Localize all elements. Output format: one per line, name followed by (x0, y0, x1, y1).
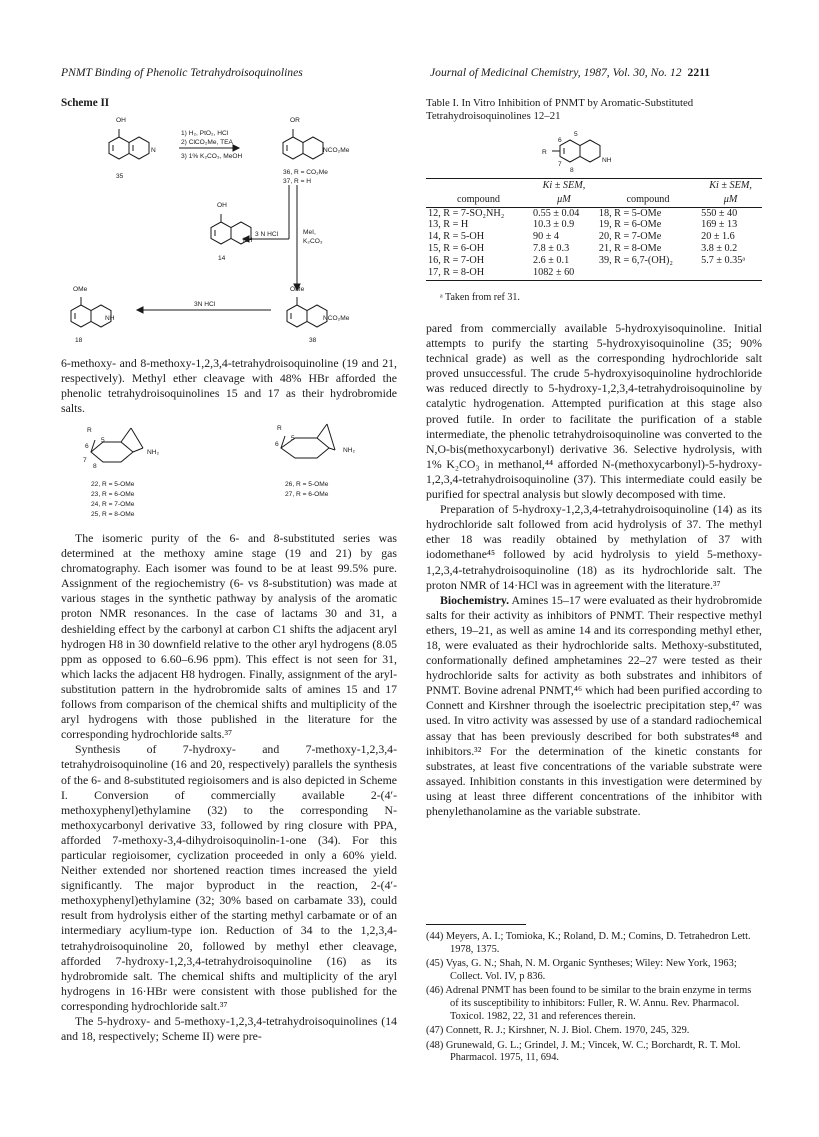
reference-46: (46) Adrenal PNMT has been found to be similar to the brain enzyme in terms of its susceptibility to inhibitors: Fuller, R. W. Annu. Rev. Pharmacol. Toxicol. 1982, 22, 31 and references therein. (426, 985, 752, 1022)
table-cell: 17, R = 8-OH (426, 267, 531, 281)
table-cell: 10.3 ± 0.9 (533, 219, 575, 231)
table-structure-pos6: 6 (558, 137, 562, 144)
compound-22: 22, R = 5-OMe (91, 481, 135, 488)
table-cell: 13, R = H (428, 219, 469, 231)
journal-name: Journal of Medicinal Chemistry, 1987, Vol. 30, No. 12 (430, 66, 682, 79)
table-cell: 19, R = 6-OMe (598, 219, 662, 231)
table-row (426, 243, 762, 255)
scheme-title: Scheme II (61, 97, 110, 109)
atom-n-35: N (151, 147, 156, 154)
reference-45: (45) Vyas, G. N.; Shah, N. M. Organic Syntheses; Wiley: New York, 1963; Collect. Vol. IV, p 836. (426, 958, 737, 982)
reagent-3n-hcl-b: 3N HCl (194, 301, 216, 308)
compound-23: 23, R = 6-OMe (91, 491, 135, 498)
table-cell: 1082 ± 60 (531, 267, 597, 281)
label-18: 18 (75, 337, 83, 344)
label-37: 37, R = H (283, 178, 312, 185)
reference-47: (47) Connett, R. J.; Kirshner, N. J. Biol. Chem. 1970, 245, 329. (426, 1025, 690, 1037)
structure-36-37 (283, 129, 323, 159)
reagent-step-1: 1) H₂, PtO₂, HCl (181, 130, 229, 137)
reference-divider (426, 924, 526, 925)
table-head-compound-left: compound (426, 193, 531, 207)
compound-26: 26, R = 5-OMe (285, 481, 329, 488)
reagent-mei: MeI, (303, 229, 316, 236)
table-title: Table I. In Vitro Inhibition of PNMT by Aromatic-Substituted Tetrahydroisoquinolines 12–21 (426, 97, 694, 122)
atom-nh-18: NH (105, 315, 115, 322)
table-cell: 5.7 ± 0.35ᵃ (701, 254, 746, 266)
amphetamine-structures (61, 418, 401, 530)
table-cell: 15, R = 6-OH (428, 242, 485, 254)
structure-38 (287, 297, 327, 327)
reagent-step-2: 2) ClCO₂Me, TEA (181, 139, 233, 146)
reference-list (426, 924, 762, 1067)
table-cell: 21, R = 8-OMe (598, 242, 662, 254)
biochemistry-text: Amines 15–17 were evaluated as their hydrobromide salts for their activity as inhibitors of PNMT. Their respective methyl ethers, 19–21, as well as amine 14 and its corresponding methyl ether, 18, were evaluated as their hydrochloride salts. Methoxy-substituted, conformationally defined amphetamines 22–27 were tested as their hydrochloride salts for activity as both substrates and inhibitors of PNMT. Bovine adrenal PNMT,⁴⁶ which had been purified according to Connett and Kirshner through the isoelectric precipitation step,⁴⁷ was used. In vitro activity was assessed by use of a standard radiochemical assay that has been previously described for both substrates⁴⁸ and inhibitors.³² For the determination of the kinetic constants for substrates, at least five concentrations of the variable substrate were assayed. Inhibition constants in this investigation were determined by using at least three different concentrations of the inhibitor with phenylethanolamine as the variable substrate. (426, 592, 762, 818)
left-column-body (61, 531, 397, 1044)
structure-18 (71, 297, 111, 327)
amph-pos5-left: 5 (101, 437, 105, 444)
table-cell: 18, R = 5-OMe (598, 207, 662, 219)
paragraph-methyl-ether-cleavage: 6-methoxy- and 8-methoxy-1,2,3,4-tetrahydroisoquinoline (19 and 21, respectively). Methyl ether cleavage with 48% HBr afforded the phenolic tetrahydroisoquinolines 15 and 17 as their hydrobromide salts. (61, 356, 397, 416)
structure-22-25 (91, 428, 143, 462)
journal-citation (430, 66, 710, 79)
table-head-blank-2 (597, 179, 699, 193)
label-14: 14 (218, 255, 226, 262)
table-cell: 169 ± 13 (701, 219, 738, 231)
table-head-ki-left: Ki ± SEM, (531, 179, 597, 193)
table-row (426, 219, 762, 231)
label-38: 38 (309, 337, 317, 344)
table-structure-pos7: 7 (558, 161, 562, 168)
compound-24: 24, R = 7-OMe (91, 501, 135, 508)
amph-nh2-left: NH₂ (147, 449, 160, 456)
table-head-unit-left: μM (531, 193, 597, 207)
table-structure-r: R (542, 149, 547, 156)
paragraph-5-substituted: The 5-hydroxy- and 5-methoxy-1,2,3,4-tetrahydroisoquinolines (14 and 18, respectively; Scheme II) were pre- (61, 1014, 397, 1044)
paragraph-preparation-14: Preparation of 5-hydroxy-1,2,3,4-tetrahydroisoquinoline (14) as its hydrochloride salt followed from acid hydrolysis of 37. The methyl ether 18 was readily obtained by methylation of 37 with iodomethane⁴⁵ followed by acid hydrolysis to yield 5-methoxy-1,2,3,4-tetrahydroisoquinoline (18) as its hydrochloride salt. The proton NMR of 14·HCl was in agreement with the literature.³⁷ (426, 502, 762, 592)
reagent-3n-hcl-a: 3 N HCl (255, 231, 279, 238)
table-cell: 14, R = 5-OH (428, 231, 485, 243)
amph-pos6-right: 6 (275, 441, 279, 448)
compound-25: 25, R = 8-OMe (91, 511, 135, 518)
table-cell: 550 ± 40 (701, 207, 738, 219)
table-head-unit-right: μM (699, 193, 762, 207)
atom-ome-38: OMe (290, 286, 305, 293)
paragraph-isomeric-purity: The isomeric purity of the 6- and 8-substituted series was determined at the methoxy amine stage (19 and 21) by gas chromatography. Each isomer was found to be at least 99.5% pure. Assignment of the regiochemistry (6- vs 8-substitution) was made at various stages in the synthetic pathway by analysis of the aromatic proton NMR resonances. In the case of lactams 30 and 31, a deshielding effect by the carbonyl at carbon C1 shifts the adjacent aryl hydrogen H8 in 30 downfield relative to the other aryl hydrogens (8.05 ppm as opposed to 6.60–6.96 ppm). This effect is not seen for 31, which lacks the adjacent H8 hydrogen. Finally, assignment of the aryl-substitution pattern in the hydrobromide salts of amines 15 and 17 follows from comparison of the chemical shifts and multiplicity of the aryl hydrogens with those published in the literature for the corresponding hydrochloride salts.³⁷ (61, 531, 397, 742)
atom-ome-18: OMe (73, 286, 88, 293)
table-cell: 20 ± 1.6 (701, 231, 735, 243)
amph-pos8: 8 (93, 463, 97, 470)
section-heading-biochemistry: Biochemistry. (440, 592, 510, 607)
running-header: PNMT Binding of Phenolic Tetrahydroisoquinolines (61, 66, 303, 79)
table-cell (597, 267, 699, 281)
reference-48: (48) Grunewald, G. L.; Grindel, J. M.; Vincek, W. C.; Borchardt, R. T. Mol. Pharmacol. 1975, 11, 694. (426, 1039, 741, 1064)
table-head-blank-1 (426, 179, 531, 193)
table-cell: 3.8 ± 0.2 (701, 242, 738, 254)
label-36: 36, R = CO₂Me (283, 169, 328, 176)
table-cell: 7.8 ± 0.3 (533, 242, 570, 254)
table-cell: 0.55 ± 0.04 (533, 207, 580, 219)
paragraph-synthesis-7-substituted: Synthesis of 7-hydroxy- and 7-methoxy-1,2,3,4-tetrahydroisoquinoline (16 and 20, respectively) parallels the synthesis of the 6- and 8-substituted regioisomers and is also depicted in Scheme I. Conversion of commercially available 2-(4′-methoxyphenyl)ethylamine (32) to the corresponding N-methoxycarbonyl derivative 33, followed by ring closure with PPA, afforded 7-methoxy-3,4-dihydroisoquinolin-1-one (34). For this particular regioisomer, cyclization proceeded in only a 60% yield. Neither extended nor shortened reaction times increased the yield significantly. The major byproduct in the reaction, 2-(4′-methoxyphenyl)ethylamine (32; 30% based on carbamate 33), could result from hydrolysis either of the starting methyl carbamate or of an intermediary acylium-type ion. Reduction of 34 to the 1,2,3,4-tetrahydroisoquinoline 20, followed by methyl ether cleavage, afforded 7-hydroxy-1,2,3,4-tetrahydroisoquinoline (16) as its hydrobromide salt. The chemical shifts and multiplicity of the aryl hydrogens in 16·HBr were consistent with those published for the corresponding hydrochloride salt.³⁷ (61, 742, 397, 1013)
table-cell: 39, R = 6,7-(OH)₂ (598, 254, 673, 266)
table-cell: 90 ± 4 (533, 231, 559, 243)
right-column-body (426, 321, 762, 819)
reference-44: (44) Meyers, A. I.; Tomioka, K.; Roland, D. M.; Comins, D. Tetrahedron Lett. 1978, 1375. (426, 931, 751, 955)
paragraph-preparation-5-hydroxy: pared from commercially available 5-hydroxyisoquinoline. Initial attempts to purify the starting 5-hydroxyisoquinoline (35; 90% technical grade) as well as the corresponding hydrochloride salt proved unsuccessful. The crude 5-hydroxyisoquinoline hydrochloride was reduced directly to 5-hydroxy-1,2,3,4-tetrahydroisoquinoline by catalytic hydrogenation. Attempted purification at this stage also proved futile. In order to facilitate the purification of a stable intermediate, the phenolic tetrahydroisoquinoline was converted to the N,O-bis(methoxycarbonyl) derivative 36. Selective hydrolysis, with 1% K₂CO₃ in methanol,⁴⁴ afforded N-(methoxycarbonyl)-5-hydroxy-1,2,3,4-tetrahydroisoquinoline (37). This intermediate could easily be purified for spectral analysis but slowly decomposed with time. (426, 321, 762, 502)
structure-35 (109, 129, 149, 159)
compound-27: 27, R = 6-OMe (285, 491, 329, 498)
left-column-top (61, 356, 397, 416)
label-35: 35 (116, 173, 124, 180)
table-head-compound-right: compound (597, 193, 699, 207)
table-structure-nh: NH (602, 157, 612, 164)
atom-nco2me-36: NCO₂Me (323, 147, 350, 154)
table-row (426, 207, 762, 219)
table-head-ki-right: Ki ± SEM, (699, 179, 762, 193)
table-footnote: ᵃ Taken from ref 31. (440, 292, 520, 303)
table-row (426, 255, 762, 267)
page-number: 2211 (687, 66, 711, 79)
table-structure (530, 128, 650, 176)
table-row (426, 231, 762, 243)
reagent-step-3: 3) 1% K₂CO₃, MeOH (181, 153, 243, 160)
structure-26-27 (281, 424, 335, 458)
atom-nh-14: NH (243, 237, 253, 244)
table-cell: 16, R = 7-OH (428, 254, 485, 266)
amph-pos6-left: 6 (85, 443, 89, 450)
reagent-k2co3: K₂CO₃ (303, 238, 323, 245)
table-structure-pos8: 8 (570, 167, 574, 174)
amph-pos5-right: 5 (291, 435, 295, 442)
table-cell (699, 267, 762, 281)
table-cell: 2.6 ± 0.1 (533, 254, 570, 266)
table-structure-pos5: 5 (574, 131, 578, 138)
amph-r-right: R (277, 425, 282, 432)
inhibition-table (426, 178, 762, 281)
paragraph-biochemistry (426, 593, 762, 819)
atom-oh-35: OH (116, 117, 126, 124)
table-cell: 20, R = 7-OMe (598, 231, 662, 243)
atom-nco2me-38: NCO₂Me (323, 315, 350, 322)
atom-oh-14: OH (217, 202, 227, 209)
amph-r-left: R (87, 427, 92, 434)
table-cell: 12, R = 7-SO₂NH₂ (428, 207, 505, 219)
amph-pos7: 7 (83, 457, 87, 464)
table-row (426, 267, 762, 281)
amph-nh2-right: NH₂ (343, 447, 356, 454)
atom-or: OR (290, 117, 300, 124)
scheme-ii-figure (61, 108, 401, 348)
